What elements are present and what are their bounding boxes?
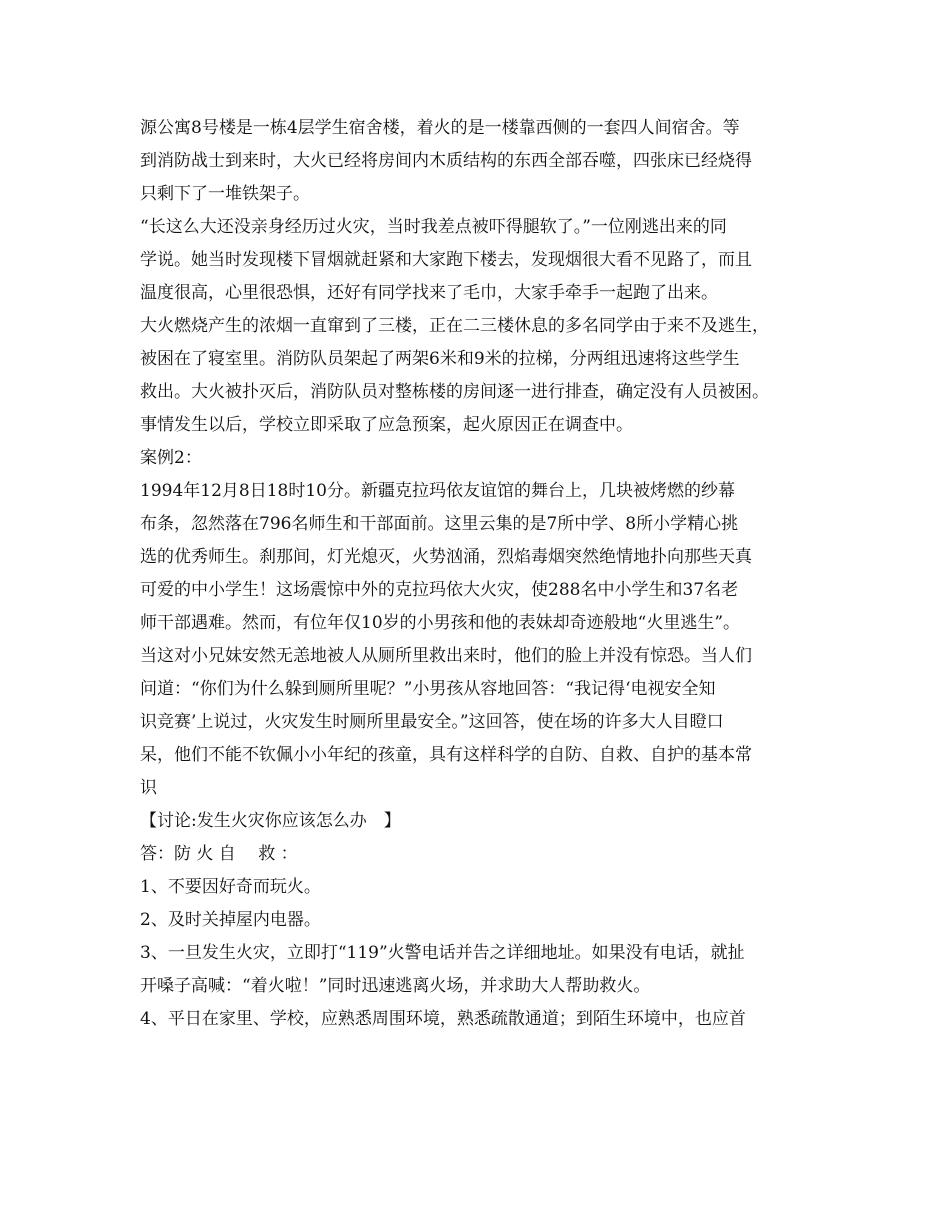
text-line: 问道：“你们为什么躲到厕所里呢？”小男孩从容地回答：“我记得‘电视安全知 <box>140 679 716 699</box>
list-item: 2、及时关掉屋内电器。 <box>140 910 321 930</box>
text-line: “长这么大还没亲身经历过火灾，当时我差点被吓得腿软了。”一位刚逃出来的同 <box>140 217 727 237</box>
text-line: 选的优秀师生。刹那间，灯光熄灭，火势汹涌，烈焰毒烟突然绝情地扑向那些天真 <box>140 547 752 567</box>
text-line: 识 <box>140 778 157 798</box>
answer-heading: 答：防 火 自 救 ： <box>140 844 298 864</box>
text-line: 当这对小兄妹安然无恙地被人从厕所里救出来时，他们的脸上并没有惊恐。当人们 <box>140 646 752 666</box>
text-line: 识竞赛’上说过，火灾发生时厕所里最安全。”这回答，使在场的许多大人目瞪口 <box>140 712 724 732</box>
text-line: 布条，忽然落在796名师生和干部面前。这里云集的是7所中学、8所小学精心挑 <box>140 514 739 534</box>
text-line: 1994年12月8日18时10分。新疆克拉玛依友谊馆的舞台上，几块被烤燃的纱幕 <box>140 481 735 501</box>
discussion-heading: 【讨论:发生火灾你应该怎么办 】 <box>140 811 401 831</box>
text-line: 可爱的中小学生！这场震惊中外的克拉玛依大火灾，使288名中小学生和37名老 <box>140 580 739 600</box>
text-line: 温度很高，心里很恐惧，还好有同学找来了毛巾，大家手牵手一起跑了出来。 <box>140 283 718 303</box>
list-item: 4、平日在家里、学校，应熟悉周围环境，熟悉疏散通道；到陌生环境中，也应首 <box>140 1009 746 1029</box>
text-line: 事情发生以后，学校立即采取了应急预案，起火原因正在调查中。 <box>140 415 633 435</box>
text-line: 大火燃烧产生的浓烟一直窜到了三楼，正在二三楼休息的多名同学由于来不及逃生， <box>140 316 769 336</box>
text-line: 师干部遇难。然而，有位年仅10岁的小男孩和他的表妹却奇迹般地“火里逃生”。 <box>140 613 741 633</box>
text-line: 呆，他们不能不钦佩小小年纪的孩童，具有这样科学的自防、自救、自护的基本常 <box>140 745 752 765</box>
text-line: 源公寓8号楼是一栋4层学生宿舍楼，着火的是一楼靠西侧的一套四人间宿舍。等 <box>140 118 740 138</box>
list-item: 3、一旦发生火灾，立即打“119”火警电话并告之详细地址。如果没有电话，就扯 <box>140 943 745 963</box>
text-line: 救出。大火被扑灭后，消防队员对整栋楼的房间逐一进行排查，确定没有人员被困。 <box>140 382 769 402</box>
case-heading: 案例2： <box>140 448 202 468</box>
text-line: 只剩下了一堆铁架子。 <box>140 184 310 204</box>
list-item: 1、不要因好奇而玩火。 <box>140 877 321 897</box>
list-item-continued: 开嗓子高喊：“着火啦！”同时迅速逃离火场，并求助大人帮助救火。 <box>140 976 651 996</box>
text-line: 学说。她当时发现楼下冒烟就赶紧和大家跑下楼去，发现烟很大看不见路了，而且 <box>140 250 752 270</box>
text-line: 到消防战士到来时，大火已经将房间内木质结构的东西全部吞噬，四张床已经烧得 <box>140 151 752 171</box>
text-line: 被困在了寝室里。消防队员架起了两架6米和9米的拉梯，分两组迅速将这些学生 <box>140 349 740 369</box>
